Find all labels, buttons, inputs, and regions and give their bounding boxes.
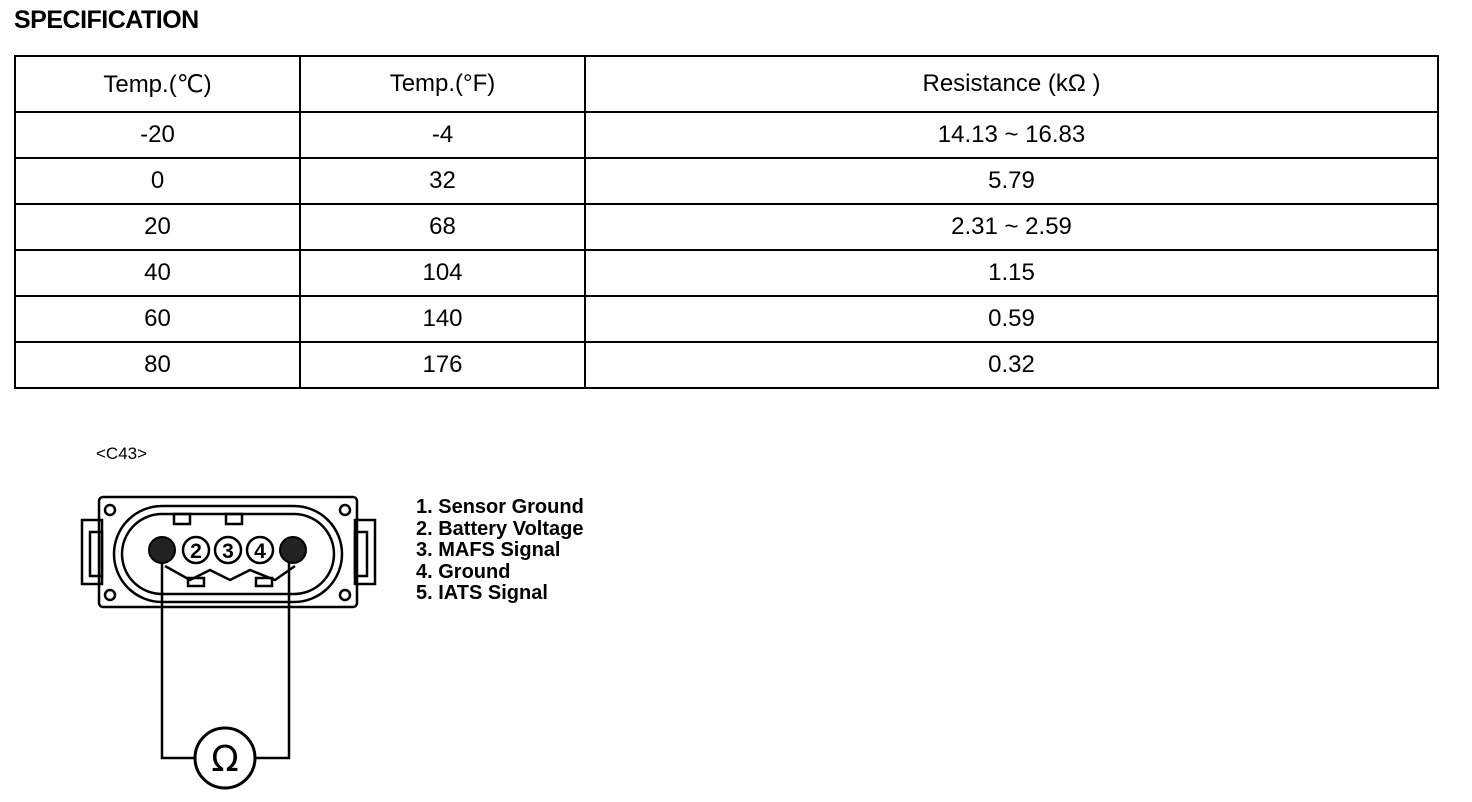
- ohm-symbol: Ω: [211, 739, 239, 780]
- cell-temp-f: 140: [300, 296, 585, 342]
- legend-item: 4. Ground: [416, 560, 511, 583]
- cell-temp-f: 176: [300, 342, 585, 388]
- header-resistance: Resistance (kΩ ): [585, 56, 1438, 112]
- table-row: [15, 112, 1438, 158]
- cell-resistance: 5.79: [585, 158, 1438, 204]
- cell-temp-c: -20: [15, 112, 300, 158]
- test-lead-left: [162, 563, 195, 758]
- pin-1: [149, 537, 175, 563]
- cell-temp-f: 104: [300, 250, 585, 296]
- legend-item: 3. MAFS Signal: [416, 539, 561, 561]
- cell-temp-c: 60: [15, 296, 300, 342]
- cell-resistance: 2.31 ~ 2.59: [585, 204, 1438, 250]
- page-title: SPECIFICATION: [14, 6, 199, 34]
- cell-temp-c: 0: [15, 158, 300, 204]
- pin-legend: [416, 497, 584, 605]
- pin-3-number: 3: [222, 540, 234, 563]
- table-row: [15, 204, 1438, 250]
- table-row: [15, 158, 1438, 204]
- cell-resistance: 0.59: [585, 296, 1438, 342]
- header-temp-f: Temp.(°F): [300, 56, 585, 112]
- cell-resistance: 14.13 ~ 16.83: [585, 112, 1438, 158]
- pin-3: [215, 537, 241, 563]
- specification-table: [14, 55, 1439, 389]
- pin-2-number: 2: [190, 540, 202, 563]
- ohmmeter-icon: [195, 728, 255, 788]
- cell-temp-c: 80: [15, 342, 300, 388]
- header-temp-c: Temp.(℃): [15, 56, 300, 112]
- table-row: [15, 342, 1438, 388]
- cell-resistance: 0.32: [585, 342, 1438, 388]
- table-header-row: [15, 56, 1438, 112]
- table-row: [15, 296, 1438, 342]
- pin-4: [247, 537, 273, 563]
- pin-2: [183, 537, 209, 563]
- legend-item: 2. Battery Voltage: [416, 517, 584, 540]
- cell-temp-c: 40: [15, 250, 300, 296]
- test-lead-right: [255, 563, 289, 758]
- cell-temp-f: 32: [300, 158, 585, 204]
- pin-5: [280, 537, 306, 563]
- legend-item: 1. Sensor Ground: [416, 496, 584, 518]
- cell-resistance: 1.15: [585, 250, 1438, 296]
- cell-temp-c: 20: [15, 204, 300, 250]
- cell-temp-f: 68: [300, 204, 585, 250]
- connector-diagram: [70, 490, 390, 795]
- pin-4-number: 4: [254, 540, 266, 563]
- table-row: [15, 250, 1438, 296]
- connector-label: <C43>: [96, 444, 148, 463]
- legend-item: 5. IATS Signal: [416, 582, 548, 604]
- cell-temp-f: -4: [300, 112, 585, 158]
